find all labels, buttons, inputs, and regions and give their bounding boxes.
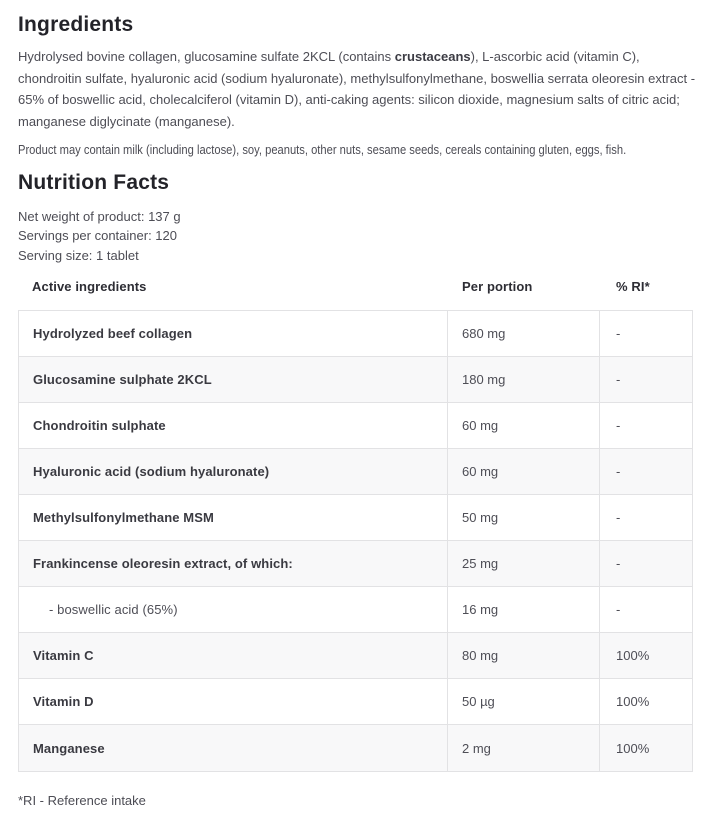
ingredients-paragraph [18, 46, 696, 132]
nutrition-table [18, 310, 693, 772]
serving-info-block [18, 207, 181, 265]
per-portion-value: 80 mg [448, 633, 600, 678]
ri-value: - [616, 602, 621, 617]
ri-value: - [616, 464, 621, 479]
ri-value: - [616, 326, 621, 341]
table-row-msm [19, 495, 692, 541]
ingredient-name: Hyaluronic acid (sodium hyaluronate) [19, 449, 448, 494]
ingredients-text-post: ), L-ascorbic acid (vitamin C), chondroitin sulfate, hyaluronic acid (sodium hyaluronate), methylsulfonylmethane, boswellia serrata oleoresin extract - 65% of boswellic acid, cholecalciferol (vitamin D), anti-caking agents: silicon dioxide, magnesium salts of citric acid; manganese diglycinate (manganese). [18, 49, 696, 129]
ingredient-name-sub-item: - boswellic acid (65%) [19, 587, 448, 632]
per-portion-value: 60 mg [448, 403, 600, 448]
per-portion-value: 16 mg [448, 587, 600, 632]
ingredient-name: Manganese [19, 725, 448, 771]
table-row-hyaluronic-acid [19, 449, 692, 495]
ingredients-text-pre: Hydrolysed bovine collagen, glucosamine sulfate 2KCL (contains [18, 49, 395, 64]
table-row-chondroitin-sulphate [19, 403, 692, 449]
ri-value: - [616, 510, 621, 525]
per-portion-value: 50 µg [448, 679, 600, 724]
ri-value: 100% [616, 648, 650, 663]
table-row-manganese [19, 725, 692, 771]
ingredient-name: Frankincense oleoresin extract, of which: [19, 541, 448, 586]
ingredient-name: Vitamin C [19, 633, 448, 678]
allergen-highlight-crustaceans: crustaceans [394, 49, 471, 64]
per-portion-value: 50 mg [448, 495, 600, 540]
header-per-portion: Per portion [462, 279, 533, 294]
net-weight-line: Net weight of product: 137 g [18, 209, 181, 224]
ingredient-name: Chondroitin sulphate [19, 403, 448, 448]
per-portion-value: 180 mg [448, 357, 600, 402]
table-row-frankincense-extract [19, 541, 692, 587]
ri-value: 100% [616, 694, 650, 709]
ingredient-name: Methylsulfonylmethane MSM [19, 495, 448, 540]
table-row-boswellic-acid [19, 587, 692, 633]
ingredient-name: Vitamin D [19, 679, 448, 724]
per-portion-value: 60 mg [448, 449, 600, 494]
ri-value: - [616, 418, 621, 433]
per-portion-value: 25 mg [448, 541, 600, 586]
ingredient-name: Hydrolyzed beef collagen [19, 311, 448, 356]
ri-value: 100% [616, 740, 650, 756]
header-active-ingredients: Active ingredients [32, 279, 147, 294]
per-portion-value: 2 mg [448, 725, 600, 771]
nutrition-facts-title: Nutrition Facts [18, 171, 170, 194]
ri-value: - [616, 556, 621, 571]
header-ri: % RI* [616, 279, 650, 294]
serving-size-line: Serving size: 1 tablet [18, 247, 139, 263]
table-row-vitamin-c [19, 633, 692, 679]
ri-value: - [616, 372, 621, 387]
servings-per-container-line: Servings per container: 120 [18, 228, 177, 244]
per-portion-value: 680 mg [448, 311, 600, 356]
table-row-vitamin-d [19, 679, 692, 725]
table-row-hydrolyzed-beef-collagen [19, 311, 692, 357]
ingredient-name: Glucosamine sulphate 2KCL [19, 357, 448, 402]
allergen-note [18, 142, 626, 157]
nutrition-table-header [18, 263, 693, 310]
ingredients-section-title: Ingredients [18, 13, 134, 36]
reference-intake-footnote: *RI - Reference intake [18, 793, 146, 808]
allergen-note-text: Product may contain milk (including lactose), soy, peanuts, other nuts, sesame seeds, cereals containing gluten, eggs, fish. [18, 142, 627, 157]
table-row-glucosamine-sulphate [19, 357, 692, 403]
